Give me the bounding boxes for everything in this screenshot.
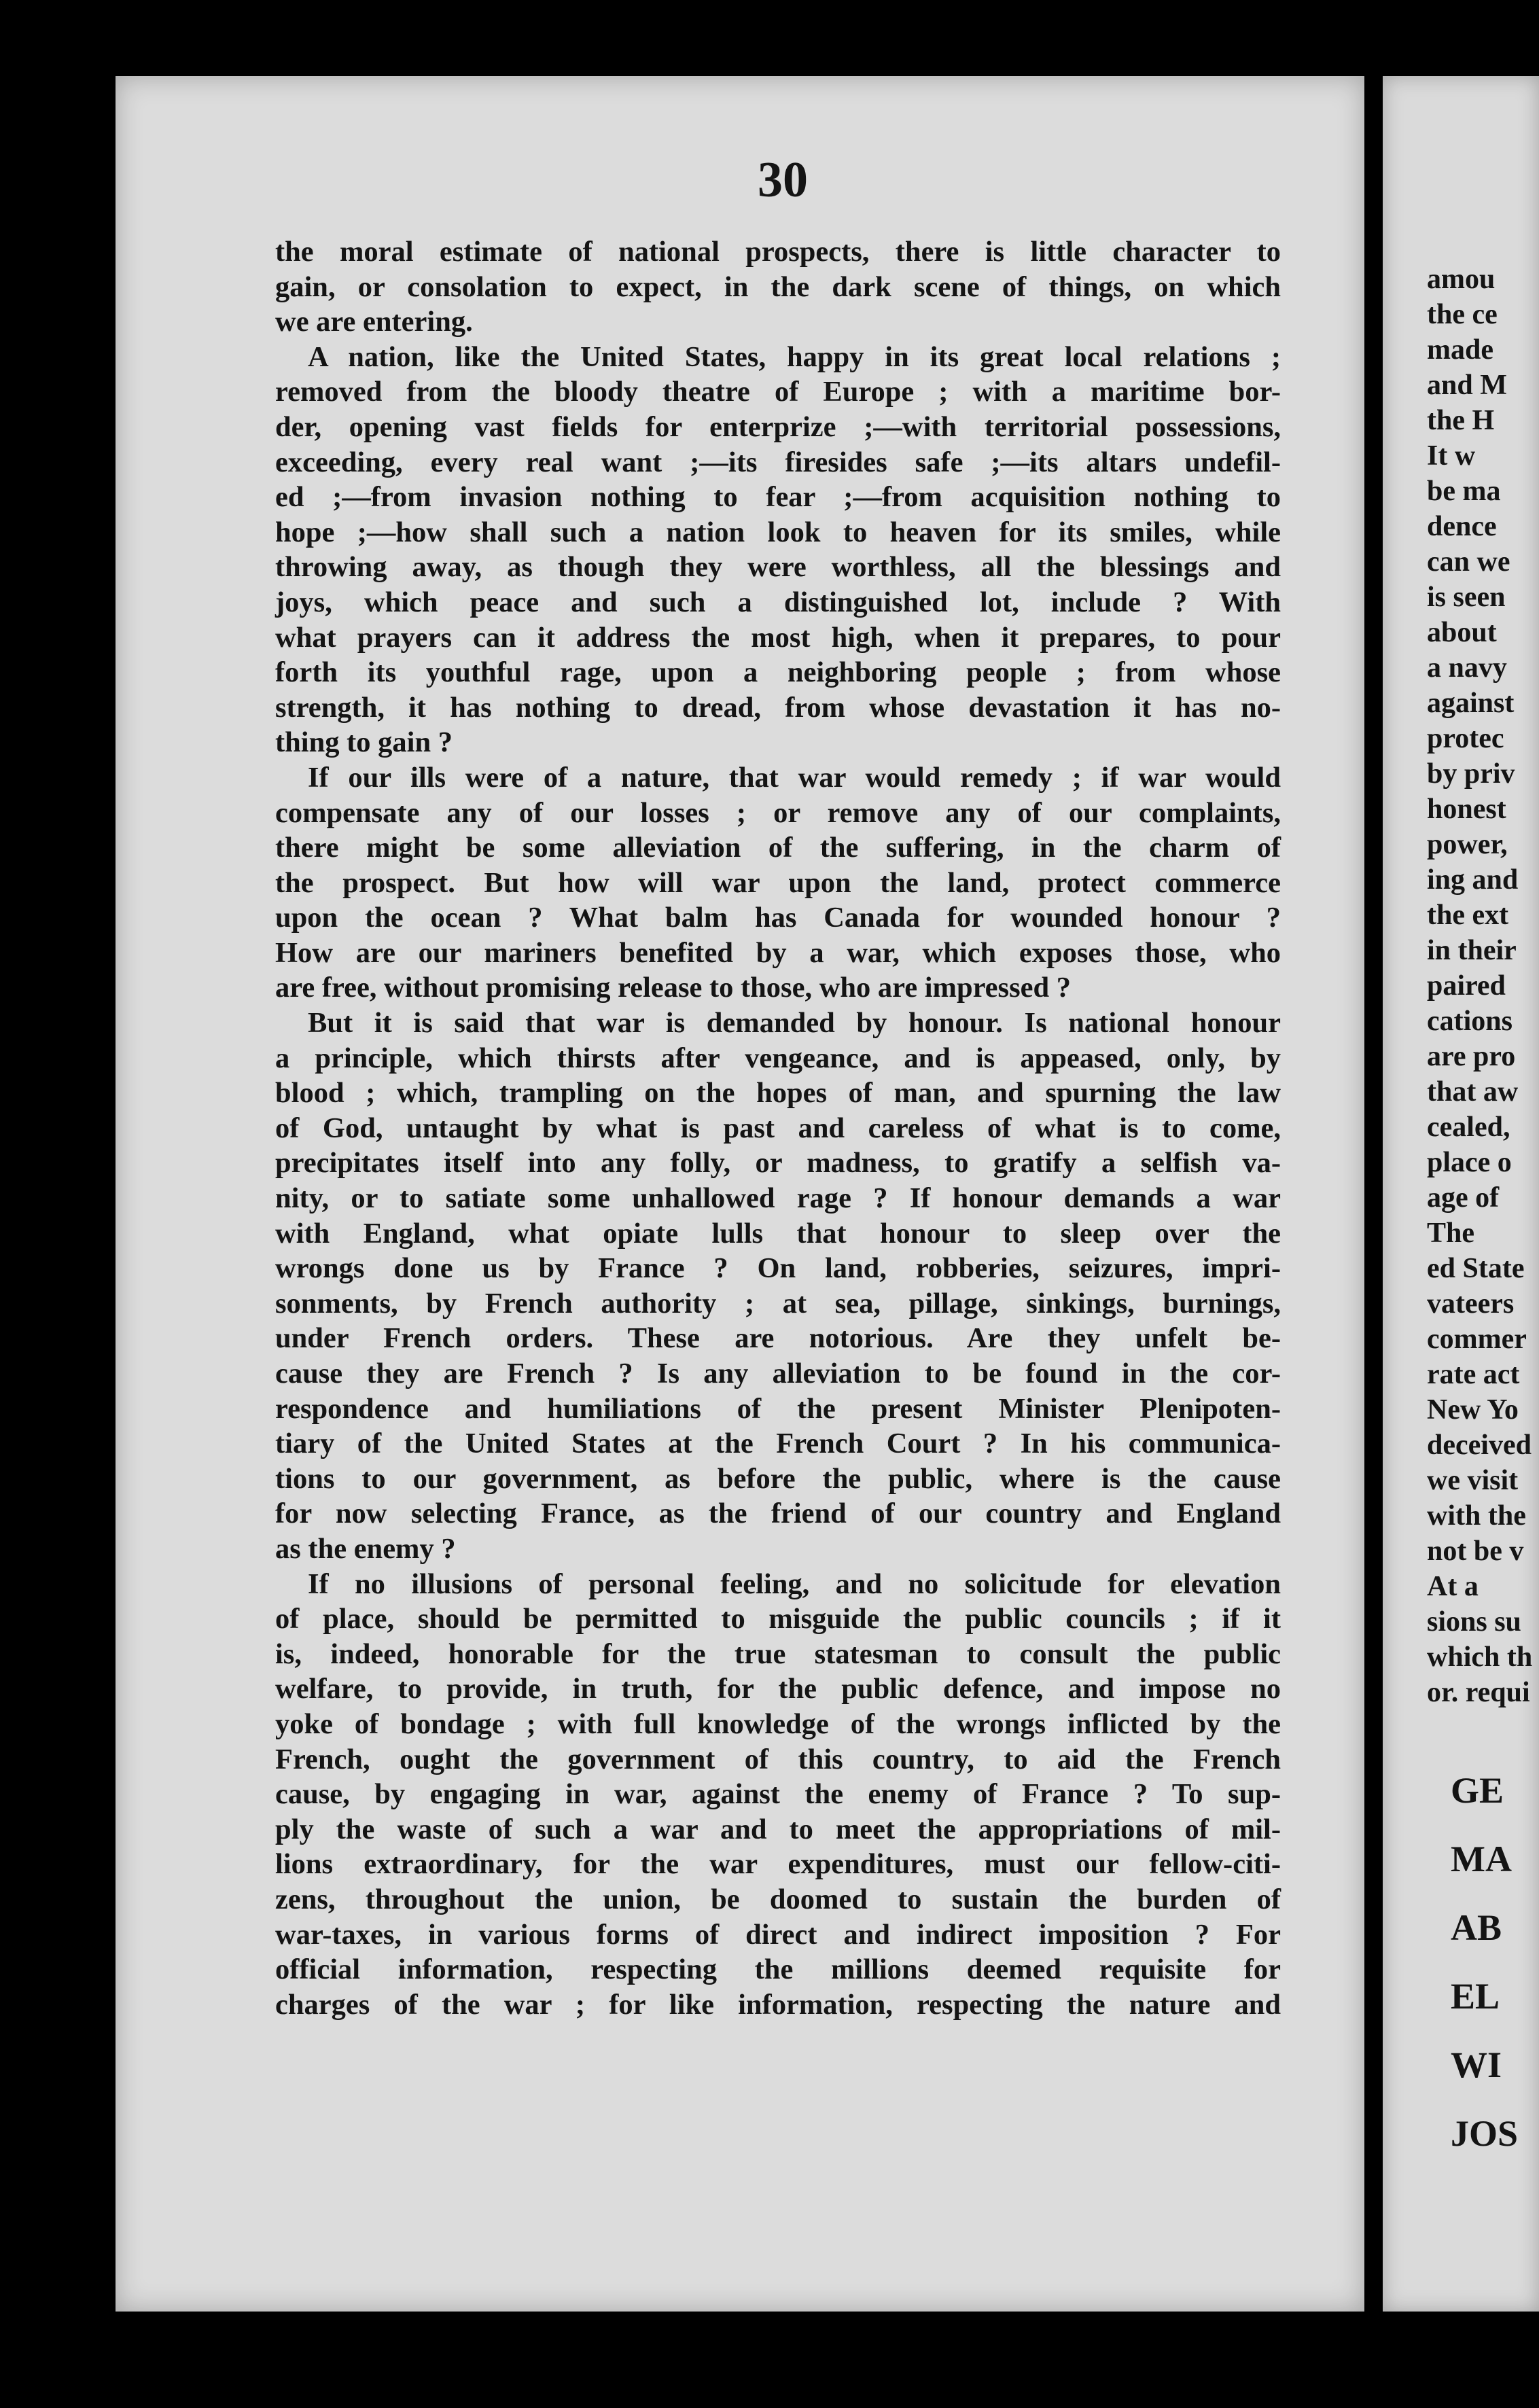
- right-text-line: New Yo: [1427, 1394, 1519, 1426]
- text-line: of God, untaught by what is past and careless of what is to come,: [275, 1112, 1281, 1144]
- right-text-line: sions su: [1427, 1606, 1521, 1637]
- text-line: forth its youthful rage, upon a neighboring people ; from whose: [275, 656, 1281, 689]
- right-text-line: with the: [1427, 1500, 1526, 1531]
- text-line: a principle, which thirsts after vengeance, and is appeased, only, by: [275, 1042, 1281, 1074]
- right-text-line: dence: [1427, 511, 1497, 542]
- text-line: ply the waste of such a war and to meet the appropriations of mil-: [275, 1813, 1281, 1845]
- text-line: lions extraordinary, for the war expenditures, must our fellow-citi-: [275, 1848, 1281, 1881]
- text-line: der, opening vast fields for enterprize ;—with territorial possessions,: [275, 410, 1281, 443]
- right-caps-line: AB: [1451, 1907, 1502, 1948]
- right-text-line: that aw: [1427, 1076, 1519, 1108]
- text-line: respondence and humiliations of the present Minister Plenipoten-: [275, 1392, 1281, 1425]
- right-caps-line: JOS: [1451, 2113, 1519, 2154]
- right-text-line: the ext: [1427, 900, 1509, 931]
- right-text-line: be ma: [1427, 476, 1501, 507]
- text-line: compensate any of our losses ; or remove any of our complaints,: [275, 796, 1281, 829]
- right-text-line: made: [1427, 334, 1493, 366]
- text-line: throwing away, as though they were worthless, all the blessings and: [275, 551, 1281, 584]
- text-line: are free, without promising release to those, who are impressed ?: [275, 972, 1071, 1004]
- right-text-line: about: [1427, 617, 1497, 648]
- right-text-line: we visit: [1427, 1465, 1519, 1496]
- text-line: what prayers can it address the most high, when it prepares, to pour: [275, 621, 1281, 654]
- right-text-line: It w: [1427, 440, 1476, 472]
- right-caps-line: MA: [1451, 1839, 1512, 1879]
- text-line: of place, should be permitted to misguide the public councils ; if it: [275, 1603, 1281, 1635]
- right-text-line: place o: [1427, 1147, 1512, 1178]
- right-text-line: or. requi: [1427, 1677, 1530, 1708]
- right-text-line: ed State: [1427, 1253, 1525, 1284]
- text-line: charges of the war ; for like information, respecting the nature and: [275, 1988, 1281, 2021]
- text-line: upon the ocean ? What balm has Canada for wounded honour ?: [275, 902, 1281, 934]
- text-line: there might be some alleviation of the suffering, in the charm of: [275, 832, 1281, 864]
- text-line: How are our mariners benefited by a war, which exposes those, who: [275, 936, 1281, 969]
- right-text-line: the H: [1427, 405, 1495, 436]
- text-line: If no illusions of personal feeling, and no solicitude for elevation: [308, 1568, 1281, 1600]
- right-text-line: power,: [1427, 829, 1508, 860]
- right-text-line: honest: [1427, 794, 1506, 825]
- text-line: ed ;—from invasion nothing to fear ;—from acquisition nothing to: [275, 481, 1281, 514]
- text-line: welfare, to provide, in truth, for the public defence, and impose no: [275, 1673, 1281, 1705]
- right-text-line: is seen: [1427, 582, 1506, 613]
- right-text-line: protec: [1427, 723, 1504, 754]
- right-caps-line: GE: [1451, 1770, 1504, 1811]
- right-text-line: the ce: [1427, 299, 1498, 330]
- right-text-line: paired: [1427, 970, 1506, 1002]
- text-line: tions to our government, as before the public, where is the cause: [275, 1462, 1281, 1495]
- text-line: sonments, by French authority ; at sea, pillage, sinkings, burnings,: [275, 1287, 1281, 1320]
- right-text-line: amou: [1427, 264, 1496, 295]
- right-text-line: can we: [1427, 546, 1510, 578]
- text-line: war-taxes, in various forms of direct and indirect imposition ? For: [275, 1918, 1281, 1951]
- right-text-line: a navy: [1427, 652, 1507, 684]
- text-line: removed from the bloody theatre of Europe ; with a maritime bor-: [275, 376, 1281, 408]
- text-line: we are entering.: [275, 306, 473, 338]
- right-text-line: which th: [1427, 1642, 1533, 1673]
- right-text-line: in their: [1427, 935, 1517, 966]
- right-page-text: [1427, 262, 1533, 1710]
- text-line: cause, by engaging in war, against the enemy of France ? To sup-: [275, 1778, 1281, 1811]
- text-line: gain, or consolation to expect, in the dark scene of things, on which: [275, 270, 1281, 303]
- right-text-line: are pro: [1427, 1041, 1516, 1072]
- right-text-line: rate act: [1427, 1359, 1520, 1390]
- text-line: thing to gain ?: [275, 726, 453, 759]
- right-text-line: cations: [1427, 1006, 1513, 1037]
- text-line: If our ills were of a nature, that war would remedy ; if war would: [308, 761, 1281, 794]
- text-line: French, ought the government of this country, to aid the French: [275, 1743, 1281, 1775]
- text-line: precipitates itself into any folly, or madness, to gratify a selfish va-: [275, 1147, 1281, 1180]
- page-number: 30: [758, 152, 808, 208]
- text-line: yoke of bondage ; with full knowledge of the wrongs inflicted by the: [275, 1707, 1281, 1740]
- main-body-text: [275, 234, 1281, 2022]
- right-text-line: and M: [1427, 370, 1507, 401]
- text-line: A nation, like the United States, happy in its great local relations ;: [308, 340, 1281, 373]
- text-line: blood ; which, trampling on the hopes of man, and spurning the law: [275, 1077, 1281, 1110]
- right-text-line: ing and: [1427, 864, 1519, 896]
- text-line: for now selecting France, as the friend of our country and England: [275, 1498, 1281, 1530]
- text-line: wrongs done us by France ? On land, robberies, seizures, impri-: [275, 1252, 1281, 1285]
- right-text-line: cealed,: [1427, 1112, 1510, 1143]
- text-line: official information, respecting the millions deemed requisite for: [275, 1953, 1281, 1986]
- text-line: the moral estimate of national prospects, there is little character to: [275, 236, 1281, 268]
- right-text-line: age of: [1427, 1182, 1500, 1214]
- text-line: with England, what opiate lulls that honour to sleep over the: [275, 1217, 1281, 1250]
- right-text-line: by priv: [1427, 758, 1515, 790]
- text-line: cause they are French ? Is any alleviation to be found in the cor-: [275, 1358, 1281, 1389]
- text-line: hope ;—how shall such a nation look to heaven for its smiles, while: [275, 516, 1281, 548]
- text-line: as the enemy ?: [275, 1532, 456, 1565]
- text-line: under French orders. These are notorious. Are they unfelt be-: [275, 1322, 1281, 1355]
- text-line: the prospect. But how will war upon the land, protect commerce: [275, 866, 1281, 899]
- text-line: zens, throughout the union, be doomed to sustain the burden of: [275, 1883, 1281, 1915]
- right-text-line: vateers: [1427, 1288, 1515, 1320]
- text-line: nity, or to satiate some unhallowed rage ? If honour demands a war: [275, 1182, 1281, 1215]
- right-text-line: At a: [1427, 1571, 1479, 1602]
- text-line: exceeding, every real want ;—its firesides safe ;—its altars undefil-: [275, 446, 1281, 478]
- right-text-line: against: [1427, 688, 1515, 719]
- right-text-line: The: [1427, 1218, 1475, 1249]
- text-line: joys, which peace and such a distinguished lot, include ? With: [275, 586, 1281, 618]
- text-line: is, indeed, honorable for the true statesman to consult the public: [275, 1637, 1281, 1670]
- right-text-line: commer: [1427, 1324, 1527, 1355]
- text-line: tiary of the United States at the French Court ? In his communica-: [275, 1428, 1281, 1460]
- right-text-line: deceived: [1427, 1430, 1532, 1461]
- text-line: strength, it has nothing to dread, from whose devastation it has no-: [275, 691, 1281, 724]
- text-line: But it is said that war is demanded by honour. Is national honour: [308, 1007, 1281, 1040]
- right-text-line: not be v: [1427, 1536, 1524, 1567]
- right-caps-line: WI: [1451, 2044, 1502, 2085]
- right-page-caps: [1451, 1756, 1519, 2168]
- right-caps-line: EL: [1451, 1976, 1500, 2017]
